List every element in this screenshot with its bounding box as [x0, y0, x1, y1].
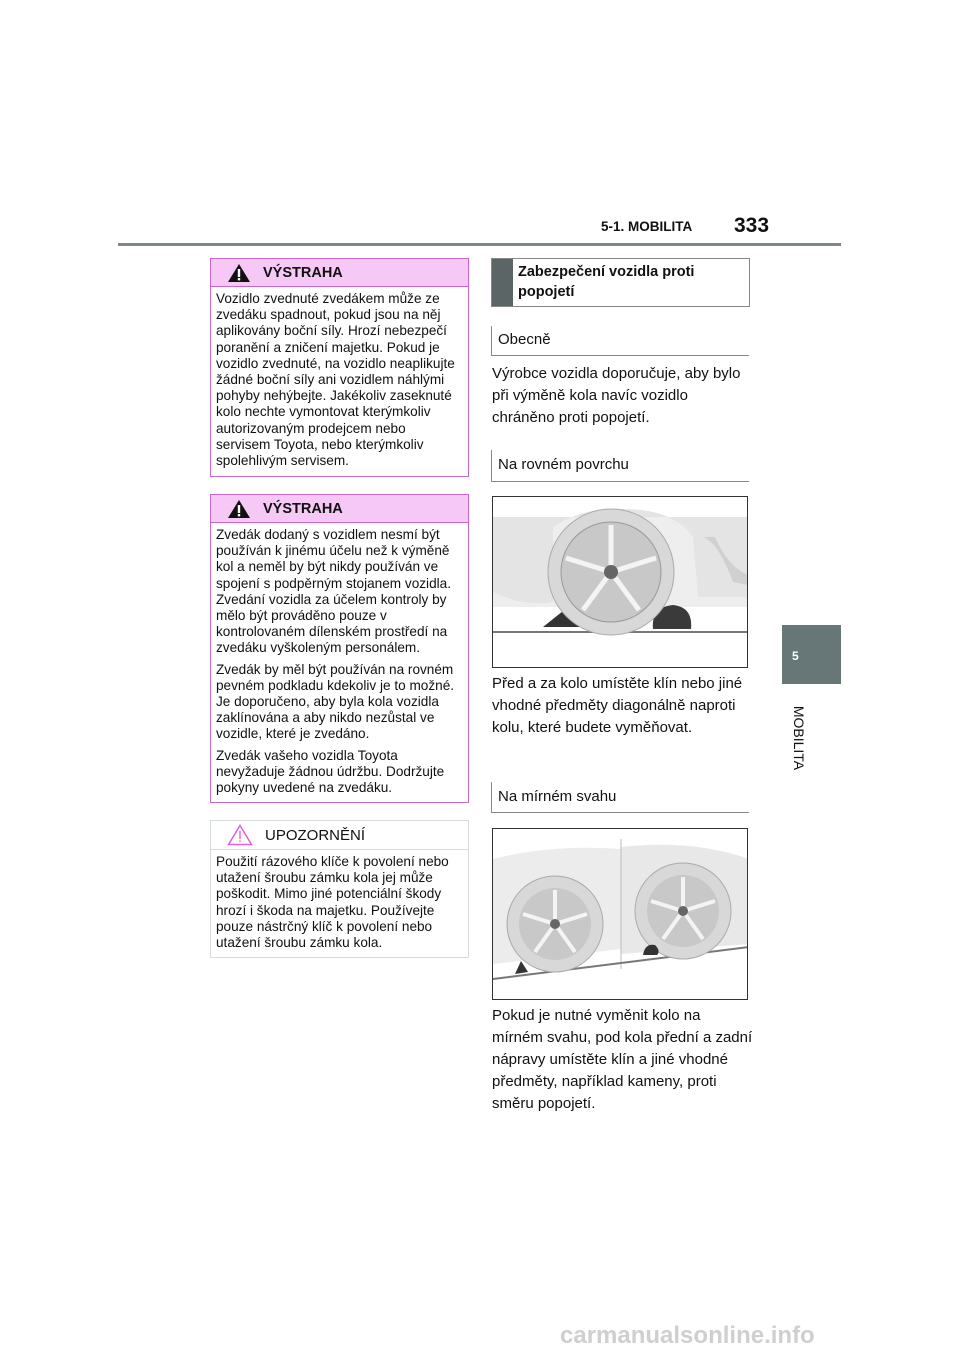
- subheading-general: Obecně: [491, 326, 749, 356]
- chapter-tab[interactable]: [782, 625, 841, 684]
- flat-ground-illustration: [492, 496, 748, 668]
- warning-icon: [227, 499, 251, 519]
- heading-text: Zabezpečení vozidla proti popojetí: [518, 264, 695, 300]
- header-divider: [118, 243, 841, 246]
- section-heading: [491, 258, 750, 307]
- chapter-label: MOBILITA: [791, 705, 807, 771]
- caution-text: Použití rázového klíče k povolení nebo utažení šroubu zámku kola jej může poškodit. Mimo jiné potenciální škody hrozí i škoda na majetku. Používejte pouze nástrčný klíč k povolení nebo utažení šroubu zámku kola.: [216, 854, 449, 951]
- warning-title: VÝSTRAHA: [263, 264, 343, 281]
- warning-icon: [227, 263, 251, 283]
- watermark: carmanualsonline.info: [560, 1322, 815, 1349]
- paragraph-general: Výrobce vozidla doporučuje, aby bylo při výměně kola navíc vozidlo chráněno proti popojetí.: [492, 365, 741, 426]
- warning-box-2: [210, 494, 469, 803]
- chapter-number: 5: [792, 649, 799, 663]
- page-number: 333: [734, 214, 770, 237]
- warning-text: Zvedák by měl být používán na rovném pevném podkladu kdekoliv je to možné. Je doporučeno, aby byla kola vozidla zaklínována a aby nikdo nezůstal ve vozidle, které je zvedáno.: [216, 661, 455, 742]
- caution-title: UPOZORNĚNÍ: [265, 826, 366, 844]
- slope-illustration: [492, 828, 748, 1000]
- section-title: 5-1. MOBILITA: [601, 219, 693, 234]
- paragraph-flat: Před a za kolo umístěte klín nebo jiné vhodné předměty diagonálně naproti kolu, které budete vyměňovat.: [492, 675, 743, 736]
- warning-text: Zvedák dodaný s vozidlem nesmí být používán k jinému účelu než k výměně kol a neměl by být nikdy používán ve spojení s podpěrným stojanem vozidla. Zvedání vozidla za účelem kontroly by mělo být prováděno pouze v kontrolovaném dílenském prostředí na zvedáku vyškoleným personálem.: [216, 527, 451, 656]
- subheading-slope: Na mírném svahu: [491, 782, 749, 813]
- caution-box: [210, 820, 469, 958]
- warning-text: Vozidlo zvednuté zvedákem může ze zvedáku spadnout, pokud jsou na něj aplikovány boční síly. Hrozí nebezpečí poranění a zničení majetku. Pokud je vozidlo zvednuté, na vozidlo neaplikujte žádné boční síly ani vozidlem náhlými pohyby nehýbejte. Jakékoliv zaseknuté kolo nechte vymontovat kterýmkoliv autorizovaným prodejcem nebo servisem Toyota, nebo kterýmkoliv spolehlivým servisem.: [216, 291, 455, 469]
- warning-box-1: [210, 258, 469, 477]
- warning-text: Zvedák vašeho vozidla Toyota nevyžaduje žádnou údržbu. Dodržujte pokyny uvedené na zvedáku.: [216, 747, 445, 796]
- caution-icon: [227, 824, 253, 846]
- warning-title: VÝSTRAHA: [263, 500, 343, 517]
- paragraph-slope: Pokud je nutné vyměnit kolo na mírném svahu, pod kola přední a zadní nápravy umístěte klín a jiné vhodné předměty, například kameny, proti směru popojetí.: [492, 1007, 753, 1112]
- subheading-flat: Na rovném povrchu: [491, 450, 749, 482]
- heading-bar: [492, 259, 513, 306]
